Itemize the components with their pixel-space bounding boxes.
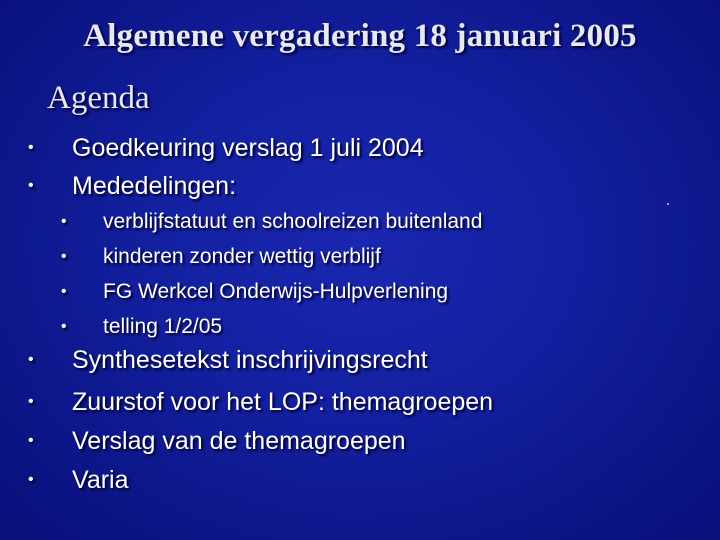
decorative-dot xyxy=(667,203,669,205)
bullet-icon: • xyxy=(28,139,34,156)
agenda-subitem-label: verblijfstatuut en schoolreizen buitenland xyxy=(103,210,483,233)
agenda-item-label: Verslag van de themagroepen xyxy=(72,427,406,455)
bullet-icon: • xyxy=(61,318,67,335)
bullet-icon: • xyxy=(61,213,67,230)
bullet-icon: • xyxy=(28,471,34,488)
bullet-icon: • xyxy=(61,283,67,300)
agenda-item xyxy=(28,421,406,461)
agenda-item xyxy=(28,128,424,168)
slide-title: Algemene vergadering 18 januari 2005 xyxy=(83,18,637,54)
bullet-icon: • xyxy=(28,351,34,368)
agenda-item-label: Zuurstof voor het LOP: themagroepen xyxy=(72,388,494,416)
bullet-icon: • xyxy=(28,432,34,449)
agenda-subitem-label: FG Werkcel Onderwijs-Hulpverlening xyxy=(103,280,449,303)
agenda-subitem-label: telling 1/2/05 xyxy=(103,315,223,338)
agenda-item-label: Mededelingen: xyxy=(72,172,237,200)
agenda-item xyxy=(28,340,428,380)
agenda-subitem xyxy=(61,205,483,239)
slide-subtitle: Agenda xyxy=(47,80,150,116)
bullet-icon: • xyxy=(61,248,67,265)
bullet-icon: • xyxy=(28,177,34,194)
agenda-item-label: Varia xyxy=(72,466,129,494)
agenda-item xyxy=(28,166,237,206)
agenda-subitem xyxy=(61,310,223,344)
bullet-icon: • xyxy=(28,393,34,410)
agenda-subitem-label: kinderen zonder wettig verblijf xyxy=(103,245,381,268)
agenda-subitem xyxy=(61,275,449,309)
agenda-item-label: Goedkeuring verslag 1 juli 2004 xyxy=(72,134,424,162)
agenda-subitem xyxy=(61,240,381,274)
agenda-item-label: Synthesetekst inschrijvingsrecht xyxy=(72,346,428,374)
agenda-item xyxy=(28,382,494,422)
agenda-item xyxy=(28,460,129,500)
